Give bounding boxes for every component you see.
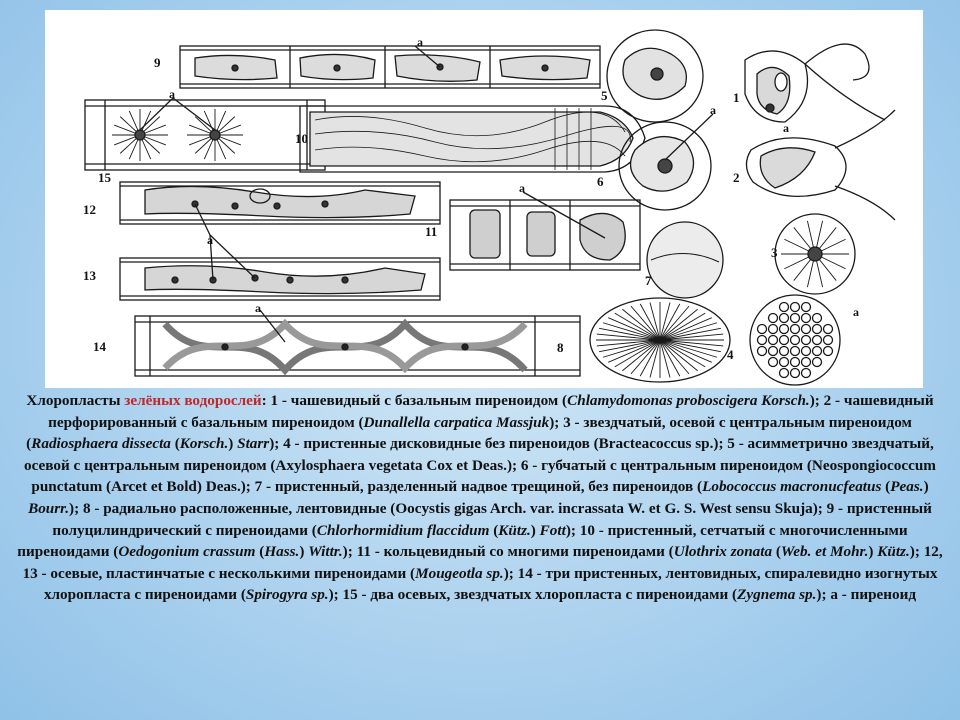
caption-segment: Zygnema sp.: [737, 586, 817, 604]
label-7: 7: [645, 273, 652, 288]
caption-segment: Peas.: [890, 478, 924, 496]
caption-segment: : 1 - чашевидный с базальным пиреноидом (: [261, 392, 568, 409]
drawing-12-mougeotia: [120, 182, 440, 224]
caption-segment: Хлоропласты: [26, 392, 125, 409]
caption-segment: (: [255, 543, 265, 561]
caption-segment: Radiosphaera dissecta: [31, 435, 171, 453]
caption-segment: Dunallella carpatica Massjuk: [363, 413, 550, 431]
caption-segment: (: [489, 521, 499, 539]
caption-segment: ): [530, 521, 540, 539]
caption-segment: ): [923, 478, 929, 496]
label-a: a: [853, 305, 859, 319]
caption-segment: ); 12, 13 - осевые, пластинчатые с несколькими пиреноидами (: [22, 543, 943, 582]
label-9: 9: [154, 55, 161, 70]
caption-segment: ); 15 - два осевых, звездчатых хлоропласта с пиреноидами (: [328, 586, 738, 604]
label-15: 15: [98, 170, 111, 185]
label-6: 6: [597, 174, 604, 189]
caption-segment: Wittr.: [308, 543, 343, 561]
figure-caption: [14, 390, 946, 606]
label-a: a: [417, 35, 423, 49]
label-11: 11: [425, 224, 438, 239]
label-1: 1: [733, 90, 740, 105]
caption-highlight: зелёных водорослей: [124, 392, 262, 409]
label-a: a: [710, 103, 716, 117]
caption-segment: Spirogyra sp.: [245, 586, 329, 604]
caption-segment: ); 10 - пристенный, сетчатый с многочисленными пиреноидами (: [17, 521, 908, 561]
label-2: 2: [733, 170, 740, 185]
drawing-4-bracteacoccus: [750, 295, 840, 385]
chloroplast-illustration: [45, 10, 923, 388]
label-a: a: [169, 87, 175, 101]
caption-segment: Bourr.: [28, 499, 70, 517]
drawing-8-oocystis: [590, 298, 730, 382]
caption-segment: Chlamydomonas proboscigera Korsch.: [567, 392, 810, 409]
caption-segment: Chlorhormidium flaccidum: [316, 521, 490, 539]
drawing-5-axylosphaera: [607, 30, 703, 122]
caption-segment: Kütz.: [877, 543, 910, 561]
drawing-11-ulothrix: [450, 192, 640, 270]
label-3: 3: [771, 245, 778, 260]
caption-segment: (: [170, 435, 180, 453]
drawing-10-oedogonium: [300, 106, 645, 172]
label-10: 10: [295, 131, 308, 146]
drawing-7-lobococcus: [647, 222, 723, 298]
label-a: a: [783, 121, 789, 135]
caption-segment: ); а - пиреноид: [816, 586, 917, 604]
figure-panel: [45, 10, 923, 388]
caption-segment: Mougeotla sp.: [415, 564, 504, 582]
caption-segment: ); 3 - звездчатый, осевой с центральным пиреноидом (: [26, 413, 912, 453]
drawing-15-zygnema: [85, 98, 325, 170]
drawing-3-radiosphaera: [775, 214, 855, 294]
label-12: 12: [83, 202, 96, 217]
caption-segment: Lobococcus macronucfeatus: [702, 478, 882, 496]
label-13: 13: [83, 268, 96, 283]
caption-segment: Starr: [237, 435, 270, 453]
drawing-14-spirogyra: [135, 310, 580, 376]
caption-segment: Kütz.: [498, 521, 531, 539]
caption-segment: ); 8 - радиально расположенные, лентовидные (Oocystis gigas Arch. var. incrassata W. et G. S. West sensu Skuja); 9 - пристенный полуцилиндрический с пиреноидами (: [52, 499, 932, 539]
caption-segment: ); 2 - чашевидный перфорированный с базальным пиреноидом (: [48, 392, 934, 431]
label-a: a: [207, 233, 213, 247]
caption-segment: Ulothrix zonata: [673, 543, 773, 561]
caption-segment: ); 4 - пристенные дисковидные без пиреноидов (Bracteacoccus sp.); 5 - асимметрично звездчатый, осевой с центральным пиреноидом (Axylosphaera vegetata Cox et Deas.); 6 - губчатый с центральным пиреноидом (Neospongiococcum punctatum (Arcet et Bold) Deas.); 7 - пристенный, разделенный надвое трещиной, без пиреноидов (: [24, 435, 936, 496]
label-8: 8: [557, 340, 564, 355]
drawing-9-chlorhormidium: [180, 46, 600, 88]
label-a: a: [519, 181, 525, 195]
caption-segment: (: [881, 478, 891, 496]
caption-segment: ): [228, 435, 238, 453]
caption-segment: Web. et Mohr.: [780, 543, 869, 561]
drawing-2-dunaliella: [746, 110, 895, 220]
caption-segment: ): [299, 543, 309, 561]
caption-segment: Fott: [539, 521, 566, 539]
caption-segment: ); 14 - три пристенных, лентовидных, спиралевидно изогнутых хлоропласта с пиреноидами (: [43, 564, 938, 604]
label-4: 4: [727, 347, 734, 362]
caption-segment: (: [772, 543, 781, 561]
caption-segment: ): [868, 543, 878, 561]
drawing-1-chlamydomonas: [745, 44, 885, 122]
caption-segment: ); 11 - кольцевидный со многими пиреноидами (: [342, 543, 674, 561]
label-5: 5: [601, 88, 608, 103]
caption-segment: Hass.: [264, 543, 300, 561]
drawing-6-neospongiococcum: [619, 114, 713, 210]
caption-segment: Korsch.: [179, 435, 229, 453]
label-14: 14: [93, 339, 106, 354]
caption-segment: Oedogonium crassum: [118, 543, 256, 561]
label-a: a: [255, 301, 261, 315]
drawing-13-mougeotia: [120, 204, 440, 300]
